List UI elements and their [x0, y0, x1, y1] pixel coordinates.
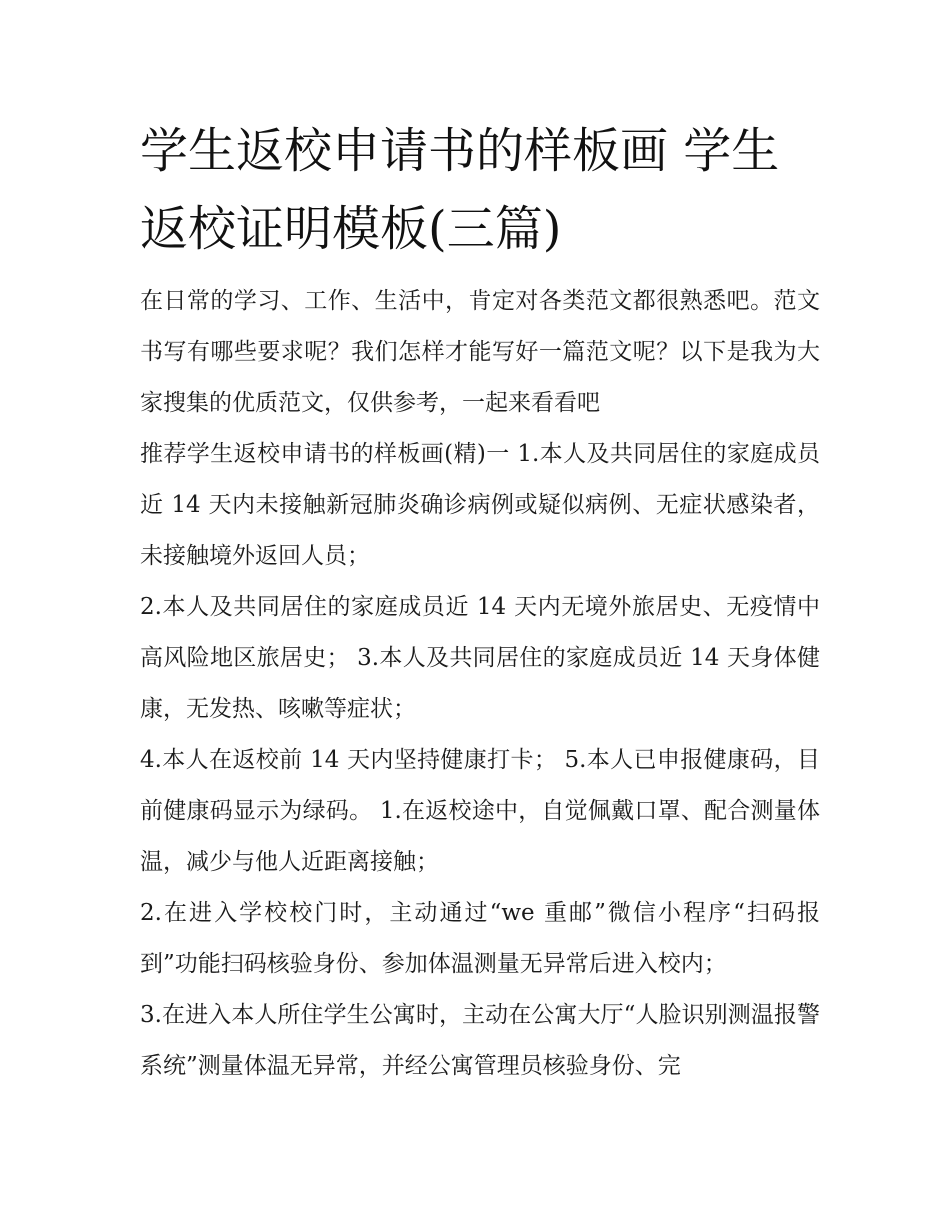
paragraph-item-4-5: 4.本人在返校前 14 天内坚持健康打卡； 5.本人已申报健康码，目前健康码显示为绿码。 1.在返校途中，自觉佩戴口罩、配合测量体温，减少与他人近距离接触；: [140, 747, 820, 875]
paragraph-dormitory-entry: 3.在进入本人所住学生公寓时，主动在公寓大厅“人脸识别测温报警系统”测量体温无异常，并经公寓管理员核验身份、完: [140, 1002, 820, 1079]
paragraph-campus-entry: 2.在进入学校校门时，主动通过“we 重邮”微信小程序“扫码报到”功能扫码核验身份、参加体温测量无异常后进入校内；: [140, 900, 820, 977]
paragraph-item-1: 推荐学生返校申请书的样板画(精)一 1.本人及共同居住的家庭成员近 14 天内未接触新冠肺炎确诊病例或疑似病例、无症状感染者，未接触境外返回人员；: [140, 441, 820, 569]
document-body: [140, 276, 820, 1092]
paragraph-item-2-3: 2.本人及共同居住的家庭成员近 14 天内无境外旅居史、无疫情中高风险地区旅居史； 3.本人及共同居住的家庭成员近 14 天身体健康，无发热、咳嗽等症状；: [140, 594, 820, 722]
document-title: 学生返校申请书的样板画 学生返校证明模板(三篇): [140, 123, 780, 257]
paragraph-intro: 在日常的学习、工作、生活中，肯定对各类范文都很熟悉吧。范文书写有哪些要求呢？我们怎样才能写好一篇范文呢？以下是我为大家搜集的优质范文，仅供参考，一起来看看吧: [140, 288, 820, 416]
